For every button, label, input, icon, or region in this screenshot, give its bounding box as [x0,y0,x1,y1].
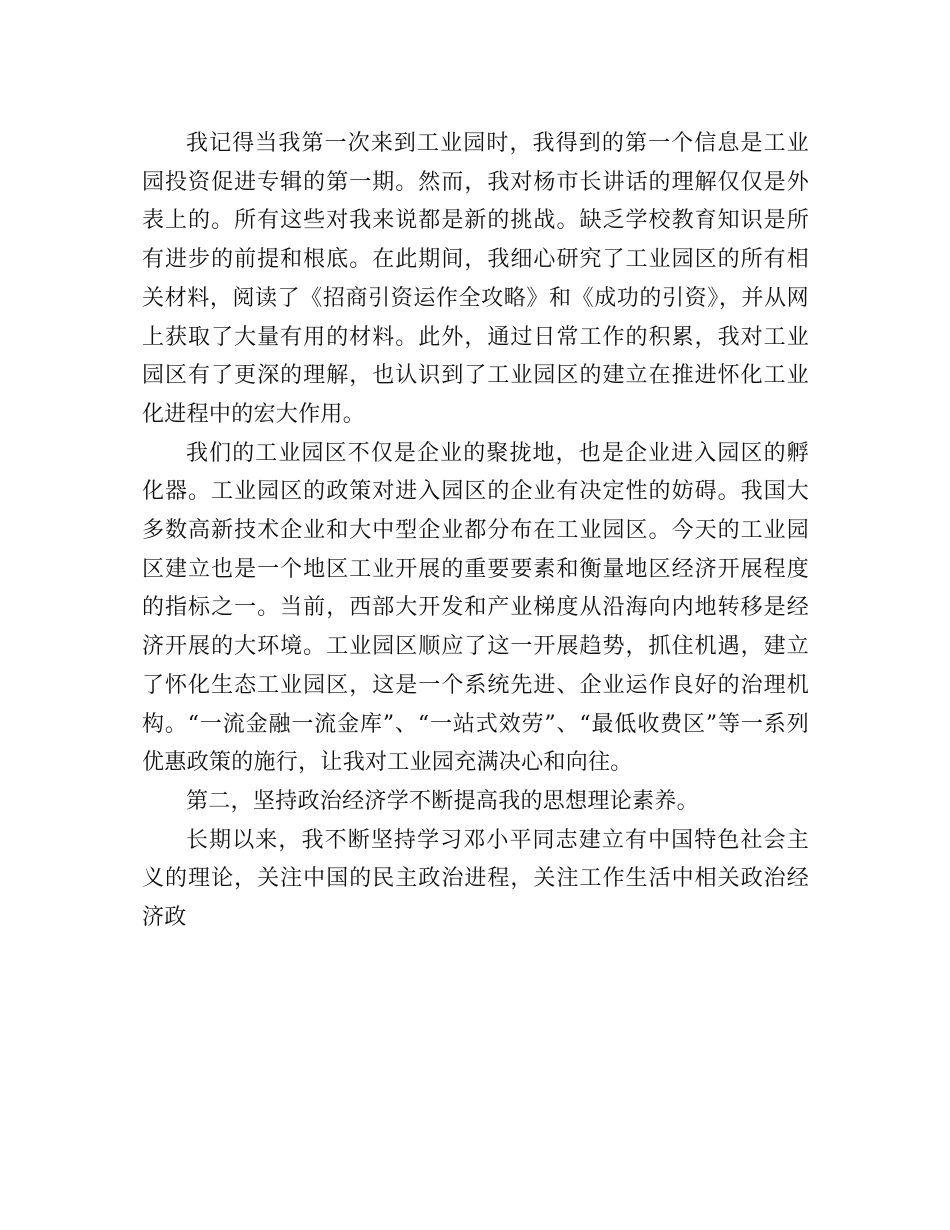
paragraph-industrial-park-role: 我们的工业园区不仅是企业的聚拢地，也是企业进入园区的孵化器。工业园区的政策对进入园区的企业有决定性的妨碍。我国大多数高新技术企业和大中型企业都分布在工业园区。今天的工业园区建立也是一个地区工业开展的重要要素和衡量地区经济开展程度的指标之一。当前，西部大开发和产业梯度从沿海向内地转移是经济开展的大环境。工业园区顺应了这一开展趋势，抓住机遇，建立了怀化生态工业园区，这是一个系统先进、企业运作良好的治理机构。“一流金融一流金库”、“一站式效劳”、“最低收费区”等一系列优惠政策的施行，让我对工业园充满决心和向往。 [142,440,809,776]
paragraph-industrial-park-study: 我记得当我第一次来到工业园时，我得到的第一个信息是工业园投资促进专辑的第一期。然而，我对杨市长讲话的理解仅仅是外表上的。所有这些对我来说都是新的挑战。缺乏学校教育知识是所有进步的前提和根底。在此期间，我细心研究了工业园区的所有相关材料，阅读了《招商引资运作全攻略》和《成功的引资》，并从网上获取了大量有用的材料。此外，通过日常工作的积累，我对工业园区有了更深的理解，也认识到了工业园区的建立在推进怀化工业化进程中的宏大作用。 [142,131,809,427]
paragraph-second-point: 第二，坚持政治经济学不断提高我的思想理论素养。 [186,788,699,814]
document-body [142,125,809,938]
paragraph-political-theory: 长期以来，我不断坚持学习邓小平同志建立有中国特色社会主义的理论，关注中国的民主政治进程，关注工作生活中相关政治经济政 [142,827,809,931]
